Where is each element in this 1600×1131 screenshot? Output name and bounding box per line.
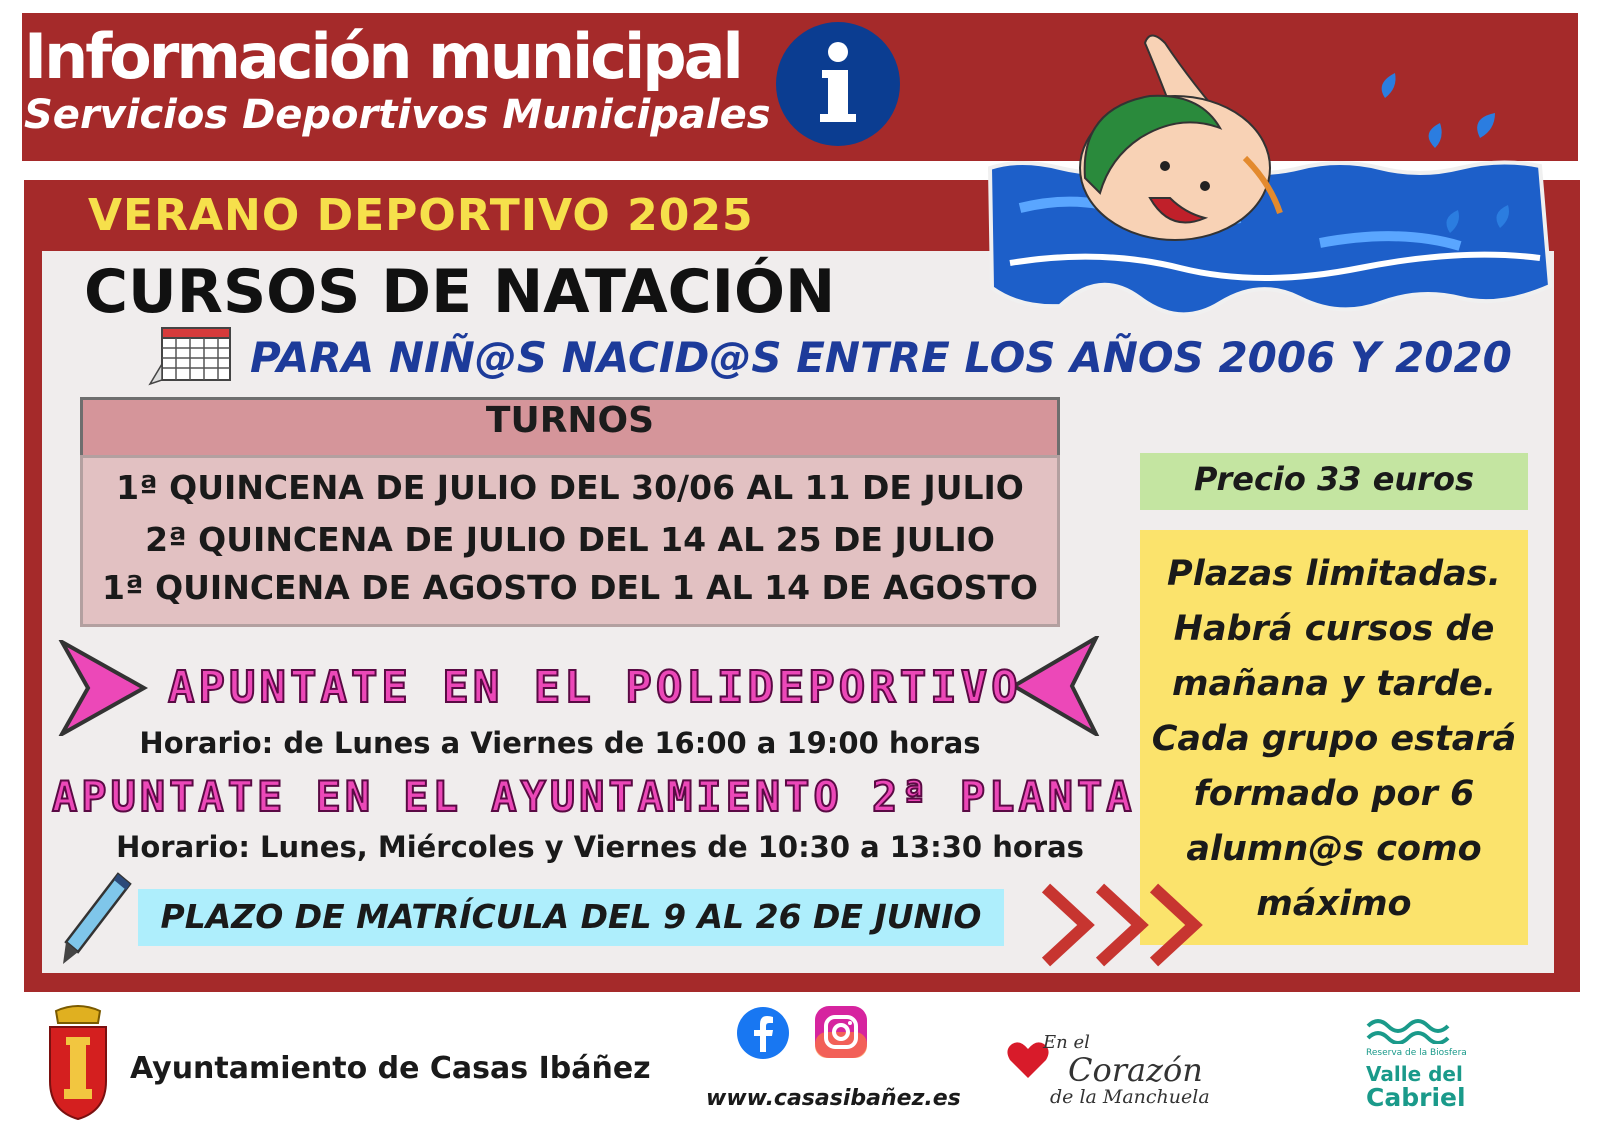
biosfera-label: Reserva de la Biosfera (1366, 1048, 1467, 1058)
plazas-line: Cada grupo estará (1151, 719, 1517, 759)
plazas-line: Habrá cursos de (1173, 609, 1495, 649)
turnos-heading: TURNOS (485, 400, 655, 441)
apuntate-polideportivo: APUNTATE EN EL POLIDEPORTIVO (168, 662, 1022, 713)
turno-item: 2ª QUINCENA DE JULIO DEL 14 AL 25 DE JULIO (145, 520, 995, 559)
website-link[interactable]: www.casasibañez.es (706, 1086, 961, 1111)
biosfera-name-line1: Valle del (1366, 1062, 1463, 1086)
plazas-line: formado por 6 (1193, 774, 1475, 814)
chevrons-icon (1040, 882, 1210, 968)
corazon-logo-bottom: de la Manchuela (1050, 1086, 1210, 1108)
turno-item: 1ª QUINCENA DE JULIO DEL 30/06 AL 11 DE JULIO (116, 468, 1024, 507)
biosfera-name-line2: Cabriel (1366, 1083, 1466, 1112)
price-text: Precio 33 euros (1194, 460, 1474, 498)
turno-item: 1ª QUINCENA DE AGOSTO DEL 1 AL 14 DE AGOSTO (102, 568, 1038, 607)
info-icon (776, 22, 900, 146)
waves-logo-icon (1366, 1014, 1450, 1044)
corazon-logo-top: En el (1043, 1032, 1090, 1053)
header-subtitle: Servicios Deportivos Municipales (24, 92, 771, 138)
header-title: Información municipal (24, 20, 741, 93)
coat-of-arms-icon (44, 1003, 112, 1121)
plazas-line: mañana y tarde. (1171, 664, 1497, 704)
horario-polideportivo: Horario: de Lunes a Viernes de 16:00 a 19:00 horas (139, 726, 981, 760)
season-title: VERANO DEPORTIVO 2025 (88, 190, 754, 241)
audience-text: PARA NIÑ@S NACID@S ENTRE LOS AÑOS 2006 Y 2020 (250, 333, 1512, 382)
plazas-line: Plazas limitadas. (1167, 554, 1501, 594)
course-title: CURSOS DE NATACIÓN (84, 257, 836, 327)
facebook-icon[interactable] (736, 1006, 790, 1060)
pen-icon (60, 870, 134, 966)
arrow-left-icon (1010, 636, 1100, 736)
plazas-line: máximo (1256, 884, 1412, 924)
ayuntamiento-name: Ayuntamiento de Casas Ibáñez (130, 1051, 651, 1086)
corazon-logo-main: Corazón (1068, 1051, 1203, 1089)
swimmer-illustration (980, 18, 1580, 318)
apuntate-ayuntamiento: APUNTATE EN EL AYUNTAMIENTO 2ª PLANTA (52, 772, 1136, 821)
instagram-icon[interactable] (814, 1005, 868, 1059)
plazas-line: alumn@s como (1186, 829, 1482, 869)
calendar-icon (148, 320, 234, 386)
plazo-text: PLAZO DE MATRÍCULA DEL 9 AL 26 DE JUNIO (160, 897, 982, 936)
arrow-right-icon (58, 640, 148, 736)
horario-ayuntamiento: Horario: Lunes, Miércoles y Viernes de 10:30 a 13:30 horas (116, 830, 1084, 864)
